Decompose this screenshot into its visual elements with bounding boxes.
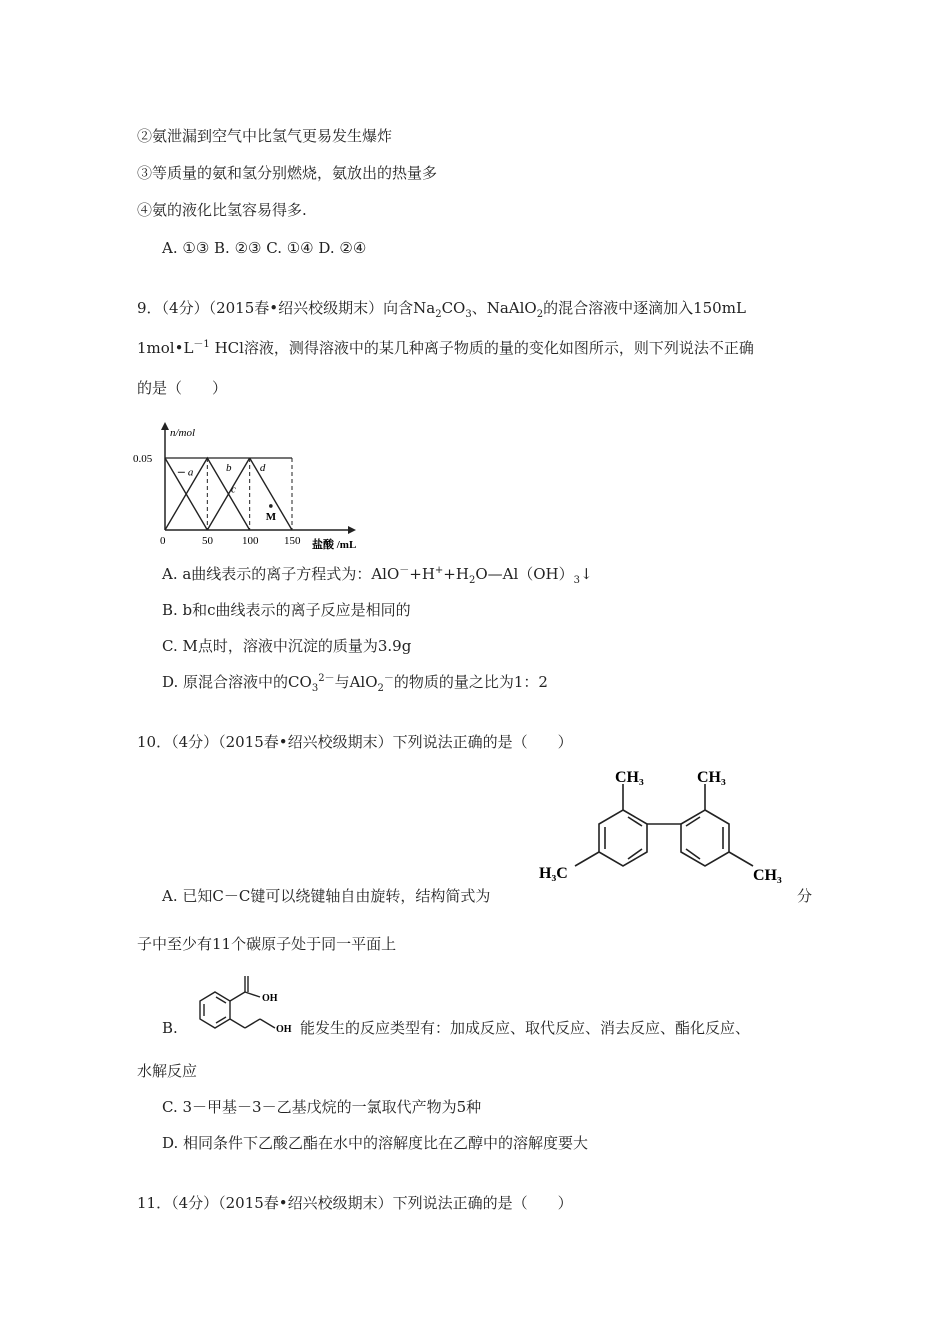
q10-option-a-cont: 子中至少有11个碳原子处于同一平面上 xyxy=(137,935,397,953)
item-3: ③等质量的氨和氢分别燃烧，氨放出的热量多 xyxy=(137,164,438,182)
series-a-label: a xyxy=(187,466,194,479)
series-b-label: b xyxy=(225,461,232,474)
y-axis-arrow xyxy=(161,422,169,430)
options-q8: A. ①③ B. ②③ C. ①④ D. ②④ xyxy=(162,239,367,257)
x-axis-arrow xyxy=(348,526,356,534)
q9-option-a: A. a曲线表示的离子方程式为：$AlO^-+H^++H_2O—Al(OH)_3↓$ xyxy=(162,565,593,586)
q9-option-d: D. 原混合溶液中的$CO_3^{2-}$与AlO$_2$－的物质的量之比为1：2 xyxy=(162,673,548,694)
x-tick-label-50: 50 xyxy=(202,535,213,547)
q11-title: 11．（4分）（2015春•绍兴校级期末）下列说法正确的是（ ） xyxy=(137,1194,573,1212)
q9-option-c: C. M点时，溶液中沉淀的质量为3.9g xyxy=(162,637,412,655)
q10-option-c: C. 3－甲基－3－乙基戊烷的一氯取代产物为5种 xyxy=(162,1098,482,1116)
methyl-label-4: CH₃ xyxy=(753,867,782,884)
series-d-label: d xyxy=(259,461,266,474)
ion-amount-chart xyxy=(128,422,368,552)
q9-line3: 的是（ ） xyxy=(137,379,228,397)
q10-option-b-text: 能发生的反应类型有：加成反应、取代反应、消去反应、酯化反应、 xyxy=(300,1019,751,1037)
q9-line1: 9．（4分）（2015春•绍兴校级期末）向含$Na_2CO_3$、NaAlO$_2$的混合溶液中逐滴加入150mL xyxy=(137,299,746,320)
series-c-label: c xyxy=(231,483,236,496)
hydroxyl-label: OH xyxy=(276,1024,292,1035)
methyl-label-1: CH₃ xyxy=(615,769,644,786)
carboxyl-oh-label: OH xyxy=(262,993,278,1004)
methyl-label-2: CH₃ xyxy=(697,769,726,786)
q10-title: 10．（4分）（2015春•绍兴校级期末）下列说法正确的是（ ） xyxy=(137,733,573,751)
x-axis-label: 盐酸 /mL xyxy=(312,539,357,551)
point-m-label: M xyxy=(265,510,277,523)
y-tick-label: 0.05 xyxy=(133,453,153,465)
item-2: ②氨泄漏到空气中比氢气更易发生爆炸 xyxy=(137,127,393,145)
q10-option-b-cont: 水解反应 xyxy=(137,1062,198,1080)
chart-plot-layer xyxy=(165,458,292,530)
methyl-label-3: H₃C xyxy=(539,865,568,882)
q10-option-a-tail: 分 xyxy=(797,887,813,905)
dimethylbiphenyl-structure xyxy=(535,762,800,897)
q9-option-b: B. b和c曲线表示的离子反应是相同的 xyxy=(162,601,411,619)
x-tick-label-150: 150 xyxy=(284,535,301,547)
x-tick-label-0: 0 xyxy=(160,535,166,547)
hydroxyethyl-benzoic-acid-structure xyxy=(190,970,300,1040)
q10-option-a: A. 已知C－C键可以绕键轴自由旋转，结构简式为 xyxy=(162,887,491,905)
y-axis-label: n/mol xyxy=(170,427,196,439)
q9-line2: $1mol•L^{-1}$ HCl溶液，测得溶液中的某几种离子物质的量的变化如图所示，则下列说法不正确 xyxy=(137,339,754,357)
x-tick-label-100: 100 xyxy=(242,535,259,547)
q10-option-d: D. 相同条件下乙酸乙酯在水中的溶解度比在乙醇中的溶解度要大 xyxy=(162,1134,589,1152)
q10-option-b-label: B. xyxy=(162,1019,178,1037)
point-m xyxy=(269,504,273,508)
item-4: ④氨的液化比氢容易得多. xyxy=(137,201,307,219)
